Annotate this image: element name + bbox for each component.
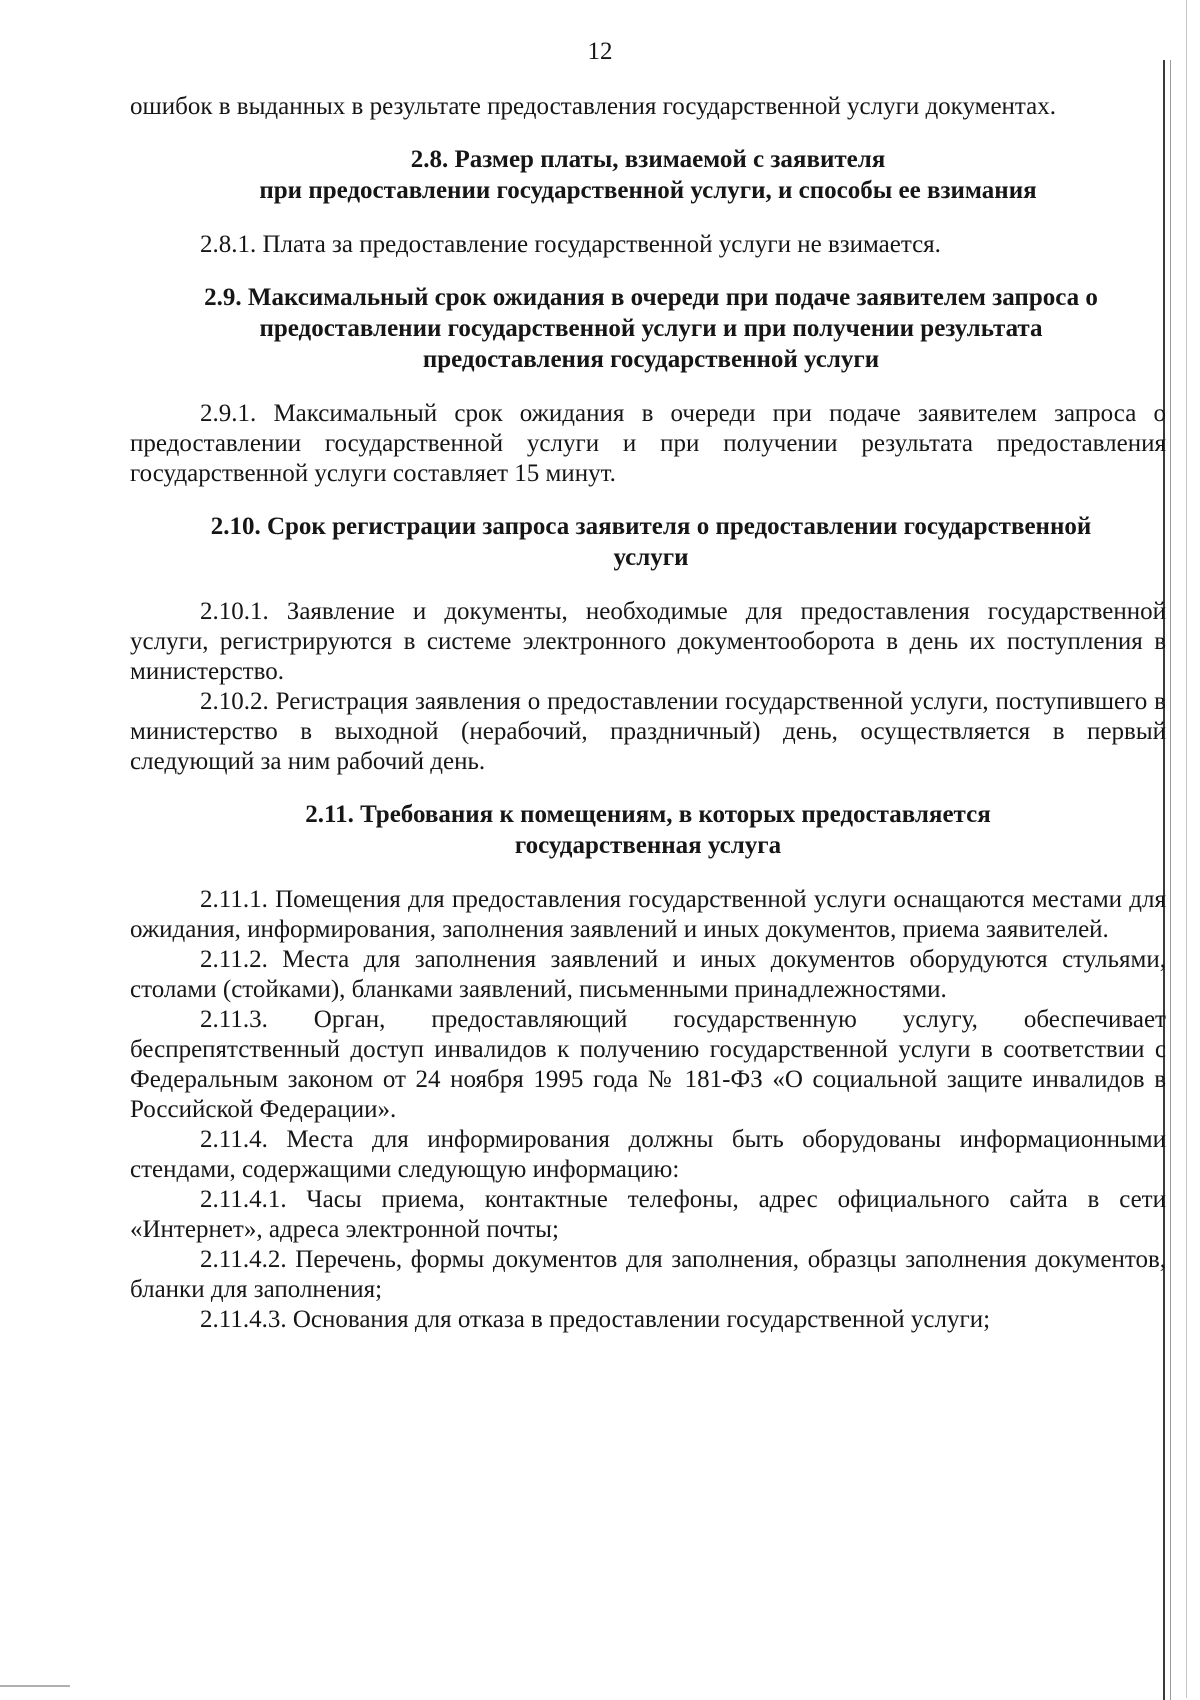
heading-2-11-line-2: государственная услуга bbox=[514, 832, 782, 859]
heading-2-8-line-1: 2.8. Размер платы, взимаемой с заявителя bbox=[410, 146, 886, 173]
heading-2-8 bbox=[130, 144, 1166, 206]
heading-2-9-line-1: 2.9. Максимальный срок ожидания в очереди при подаче заявителем запроса о bbox=[204, 284, 1098, 311]
heading-2-8-line-2: при предоставлении государственной услуги, и способы ее взимания bbox=[259, 177, 1037, 204]
paragraph-2-11-4-2: 2.11.4.2. Перечень, формы документов для заполнения, образцы заполнения документов, бланки для заполнения; bbox=[130, 1246, 1166, 1303]
paragraph-2-11-3: 2.11.3. Орган, предоставляющий государственную услугу, обеспечивает беспрепятственный доступ инвалидов к получению государственной услуги в соответствии с Федеральным законом от 24 ноября 1995 года № 181-ФЗ «О социальной защите инвалидов в Российской Федерации». bbox=[130, 1006, 1166, 1123]
paragraph-2-9-1: 2.9.1. Максимальный срок ожидания в очереди при подаче заявителем запроса о предоставлении государственной услуги и при получении результата предоставления государственной услуги составляет 15 минут. bbox=[130, 400, 1166, 487]
paragraph-2-11-2: 2.11.2. Места для заполнения заявлений и иных документов оборудуются стульями, столами (стойками), бланками заявлений, письменными принадлежностями. bbox=[130, 946, 1166, 1003]
heading-2-11 bbox=[130, 799, 1166, 861]
heading-2-10-line-2: услуги bbox=[613, 544, 689, 571]
scan-bottom-mark bbox=[0, 1685, 70, 1687]
paragraph-2-8-1: 2.8.1. Плата за предоставление государственной услуги не взимается. bbox=[200, 231, 941, 258]
heading-2-10-line-1: 2.10. Срок регистрации запроса заявителя о предоставлении государственной bbox=[210, 513, 1092, 540]
heading-2-11-line-1: 2.11. Требования к помещениям, в которых предоставляется bbox=[305, 801, 991, 828]
heading-2-9 bbox=[122, 282, 1180, 375]
intro-paragraph: ошибок в выданных в результате предоставления государственной услуги документах. bbox=[130, 93, 1057, 120]
page-number: 12 bbox=[587, 38, 613, 65]
scan-page-edge bbox=[1186, 0, 1187, 1698]
paragraph-2-11-1: 2.11.1. Помещения для предоставления государственной услуги оснащаются местами для ожидания, информирования, заполнения заявлений и иных документов, приема заявителей. bbox=[130, 886, 1166, 943]
paragraph-2-11-4-3: 2.11.4.3. Основания для отказа в предоставлении государственной услуги; bbox=[200, 1306, 991, 1333]
paragraph-2-11-4-1: 2.11.4.1. Часы приема, контактные телефоны, адрес официального сайта в сети «Интернет», адреса электронной почты; bbox=[130, 1186, 1166, 1243]
heading-2-9-line-3: предоставления государственной услуги bbox=[422, 346, 880, 373]
paragraph-2-10-2: 2.10.2. Регистрация заявления о предоставлении государственной услуги, поступившего в министерство в выходной (нерабочий, праздничный) день, осуществляется в первый следующий за ним рабочий день. bbox=[130, 688, 1166, 775]
document-body bbox=[130, 92, 1166, 1335]
heading-2-9-line-2: предоставлении государственной услуги и при получении результата bbox=[259, 315, 1043, 342]
paragraph-2-11-4: 2.11.4. Места для информирования должны быть оборудованы информационными стендами, содержащими следующую информацию: bbox=[130, 1126, 1166, 1183]
paragraph-2-10-1: 2.10.1. Заявление и документы, необходимые для предоставления государственной услуги, регистрируются в системе электронного документооборота в день их поступления в министерство. bbox=[130, 598, 1166, 685]
heading-2-10 bbox=[126, 511, 1176, 573]
